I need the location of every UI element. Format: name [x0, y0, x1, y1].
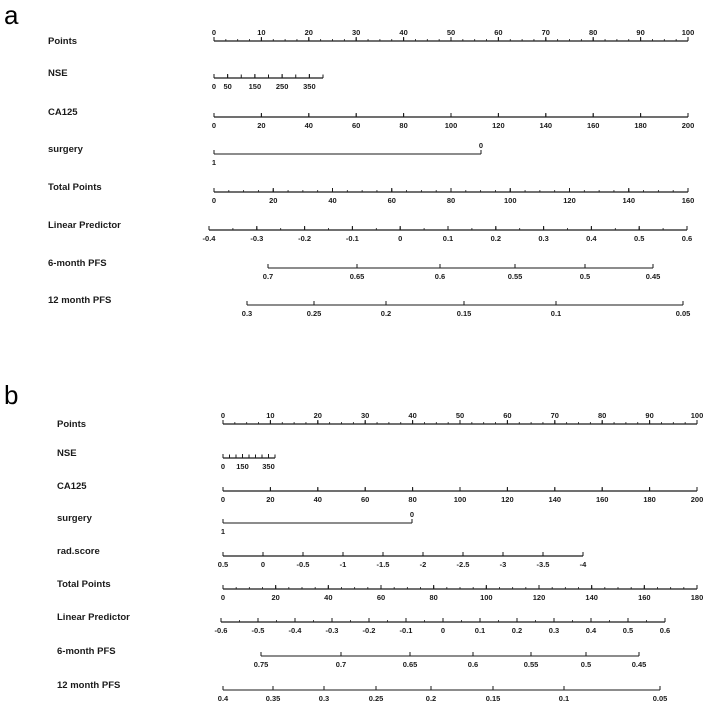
svg-text:0.5: 0.5 [580, 660, 592, 669]
svg-text:20: 20 [257, 121, 266, 130]
svg-text:350: 350 [303, 82, 316, 91]
svg-text:0: 0 [220, 495, 226, 504]
svg-text:-1.5: -1.5 [376, 560, 390, 569]
svg-text:-2: -2 [419, 560, 427, 569]
svg-text:0.2: 0.2 [380, 309, 392, 318]
svg-text:30: 30 [361, 411, 370, 420]
svg-text:0.3: 0.3 [318, 694, 330, 703]
svg-text:1: 1 [211, 158, 217, 167]
svg-text:80: 80 [446, 196, 456, 205]
panel-b-letter: b [4, 380, 19, 410]
row-label-6-month-pfs: 6-month PFS [57, 646, 116, 657]
svg-text:100: 100 [480, 593, 493, 602]
row-label-linear-predictor: Linear Predictor [48, 220, 121, 231]
svg-text:80: 80 [598, 411, 607, 420]
svg-text:0.25: 0.25 [306, 309, 322, 318]
svg-text:0.1: 0.1 [550, 309, 562, 318]
svg-text:40: 40 [399, 28, 408, 37]
svg-text:80: 80 [429, 593, 438, 602]
svg-text:250: 250 [275, 82, 289, 91]
svg-text:0: 0 [440, 626, 446, 635]
svg-text:0.15: 0.15 [456, 309, 472, 318]
row-label-surgery: surgery [48, 144, 83, 155]
svg-text:0.3: 0.3 [538, 234, 549, 243]
svg-text:50: 50 [223, 82, 232, 91]
svg-text:20: 20 [304, 28, 313, 37]
svg-text:50: 50 [455, 411, 465, 420]
svg-text:-4: -4 [579, 560, 587, 569]
svg-text:40: 40 [328, 196, 337, 205]
svg-text:140: 140 [622, 196, 636, 205]
svg-text:-0.5: -0.5 [251, 626, 265, 635]
svg-text:100: 100 [681, 28, 695, 37]
svg-text:0: 0 [211, 121, 217, 130]
svg-text:160: 160 [638, 593, 651, 602]
svg-text:-0.1: -0.1 [345, 234, 359, 243]
svg-text:0.5: 0.5 [217, 560, 229, 569]
svg-text:0.4: 0.4 [586, 234, 597, 243]
row-label-rad-score: rad.score [57, 546, 100, 557]
svg-text:0: 0 [211, 196, 217, 205]
svg-text:70: 70 [550, 411, 559, 420]
svg-text:-0.2: -0.2 [362, 626, 376, 635]
svg-text:-3.5: -3.5 [536, 560, 550, 569]
svg-text:0: 0 [220, 411, 226, 420]
svg-text:-0.6: -0.6 [214, 626, 228, 635]
svg-text:-2.5: -2.5 [456, 560, 470, 569]
svg-text:70: 70 [541, 28, 550, 37]
svg-text:140: 140 [539, 121, 553, 130]
svg-text:10: 10 [266, 411, 275, 420]
svg-text:40: 40 [324, 593, 333, 602]
svg-text:-0.1: -0.1 [399, 626, 413, 635]
svg-text:80: 80 [589, 28, 598, 37]
svg-text:-0.3: -0.3 [250, 234, 264, 243]
svg-text:200: 200 [690, 495, 704, 504]
svg-text:0.65: 0.65 [349, 272, 365, 281]
svg-text:60: 60 [494, 28, 503, 37]
svg-text:0.2: 0.2 [425, 694, 437, 703]
svg-text:-0.5: -0.5 [296, 560, 310, 569]
svg-text:20: 20 [313, 411, 322, 420]
row-label-points: Points [48, 36, 78, 47]
svg-text:-0.4: -0.4 [288, 626, 302, 635]
row-label-total-points: Total Points [57, 579, 111, 590]
svg-text:180: 180 [643, 495, 656, 504]
svg-text:120: 120 [563, 196, 576, 205]
svg-text:0.45: 0.45 [645, 272, 661, 281]
svg-text:-1: -1 [339, 560, 347, 569]
svg-text:0.7: 0.7 [335, 660, 347, 669]
row-label-points: Points [57, 419, 87, 430]
svg-text:100: 100 [690, 411, 704, 420]
svg-text:0.1: 0.1 [442, 234, 454, 243]
svg-text:100: 100 [444, 121, 458, 130]
svg-text:120: 120 [532, 593, 546, 602]
svg-text:120: 120 [492, 121, 505, 130]
row-label-surgery: surgery [57, 513, 92, 524]
svg-text:0.2: 0.2 [490, 234, 502, 243]
svg-text:200: 200 [681, 121, 695, 130]
svg-text:0.55: 0.55 [507, 272, 523, 281]
svg-text:0.2: 0.2 [511, 626, 523, 635]
svg-text:0.1: 0.1 [474, 626, 486, 635]
svg-text:0.05: 0.05 [652, 694, 668, 703]
svg-text:0: 0 [478, 141, 484, 150]
row-label-12-month-pfs: 12 month PFS [57, 680, 121, 691]
svg-text:0: 0 [220, 593, 226, 602]
svg-text:60: 60 [387, 196, 396, 205]
svg-text:-3: -3 [499, 560, 507, 569]
svg-text:0.4: 0.4 [217, 694, 229, 703]
svg-text:60: 60 [503, 411, 512, 420]
svg-text:0.75: 0.75 [253, 660, 269, 669]
svg-text:0.3: 0.3 [548, 626, 560, 635]
svg-text:140: 140 [548, 495, 562, 504]
svg-text:30: 30 [352, 28, 361, 37]
svg-text:20: 20 [269, 196, 278, 205]
svg-text:-0.4: -0.4 [202, 234, 216, 243]
row-label-ca125: CA125 [48, 107, 78, 118]
svg-text:150: 150 [248, 82, 262, 91]
row-label-6-month-pfs: 6-month PFS [48, 258, 107, 269]
svg-text:0.6: 0.6 [467, 660, 479, 669]
svg-text:0.5: 0.5 [633, 234, 645, 243]
svg-text:60: 60 [352, 121, 361, 130]
svg-text:0.45: 0.45 [631, 660, 647, 669]
svg-text:0.15: 0.15 [485, 694, 501, 703]
svg-text:50: 50 [446, 28, 456, 37]
svg-text:100: 100 [453, 495, 467, 504]
svg-text:20: 20 [266, 495, 275, 504]
panel-a-letter: a [4, 0, 19, 30]
svg-text:0: 0 [211, 28, 217, 37]
svg-text:0: 0 [409, 510, 415, 519]
svg-text:-0.3: -0.3 [325, 626, 339, 635]
svg-text:150: 150 [236, 462, 249, 471]
svg-text:100: 100 [503, 196, 517, 205]
svg-text:160: 160 [681, 196, 695, 205]
svg-text:90: 90 [645, 411, 654, 420]
svg-text:10: 10 [257, 28, 266, 37]
svg-text:1: 1 [220, 527, 226, 536]
svg-text:0.65: 0.65 [402, 660, 418, 669]
svg-text:0.55: 0.55 [523, 660, 539, 669]
svg-text:0: 0 [398, 234, 403, 243]
svg-text:40: 40 [313, 495, 322, 504]
svg-text:0.5: 0.5 [622, 626, 634, 635]
svg-text:350: 350 [262, 462, 275, 471]
row-label-ca125: CA125 [57, 481, 87, 492]
svg-text:20: 20 [271, 593, 280, 602]
svg-text:80: 80 [399, 121, 408, 130]
svg-text:0.6: 0.6 [434, 272, 446, 281]
svg-text:0.4: 0.4 [585, 626, 597, 635]
svg-text:90: 90 [636, 28, 645, 37]
svg-text:0: 0 [260, 560, 266, 569]
svg-text:60: 60 [361, 495, 370, 504]
row-label-nse: NSE [57, 448, 77, 459]
svg-text:180: 180 [634, 121, 647, 130]
svg-text:0.1: 0.1 [558, 694, 570, 703]
row-label-total-points: Total Points [48, 182, 102, 193]
svg-text:-0.2: -0.2 [298, 234, 312, 243]
svg-text:60: 60 [376, 593, 386, 602]
svg-text:140: 140 [585, 593, 598, 602]
svg-text:0.5: 0.5 [579, 272, 591, 281]
svg-text:40: 40 [304, 121, 313, 130]
svg-text:0.6: 0.6 [681, 234, 693, 243]
svg-text:0.6: 0.6 [659, 626, 671, 635]
svg-text:40: 40 [408, 411, 417, 420]
svg-text:0: 0 [211, 82, 217, 91]
svg-text:160: 160 [586, 121, 600, 130]
svg-text:160: 160 [595, 495, 609, 504]
row-label-linear-predictor: Linear Predictor [57, 612, 130, 623]
svg-text:0.3: 0.3 [241, 309, 253, 318]
row-label-nse: NSE [48, 68, 68, 79]
svg-text:180: 180 [690, 593, 704, 602]
svg-text:0: 0 [220, 462, 226, 471]
svg-text:80: 80 [408, 495, 417, 504]
svg-text:0.7: 0.7 [262, 272, 274, 281]
svg-text:0.05: 0.05 [675, 309, 691, 318]
svg-text:0.25: 0.25 [368, 694, 384, 703]
svg-text:0.35: 0.35 [265, 694, 281, 703]
row-label-12-month-pfs: 12 month PFS [48, 295, 112, 306]
svg-text:120: 120 [501, 495, 514, 504]
